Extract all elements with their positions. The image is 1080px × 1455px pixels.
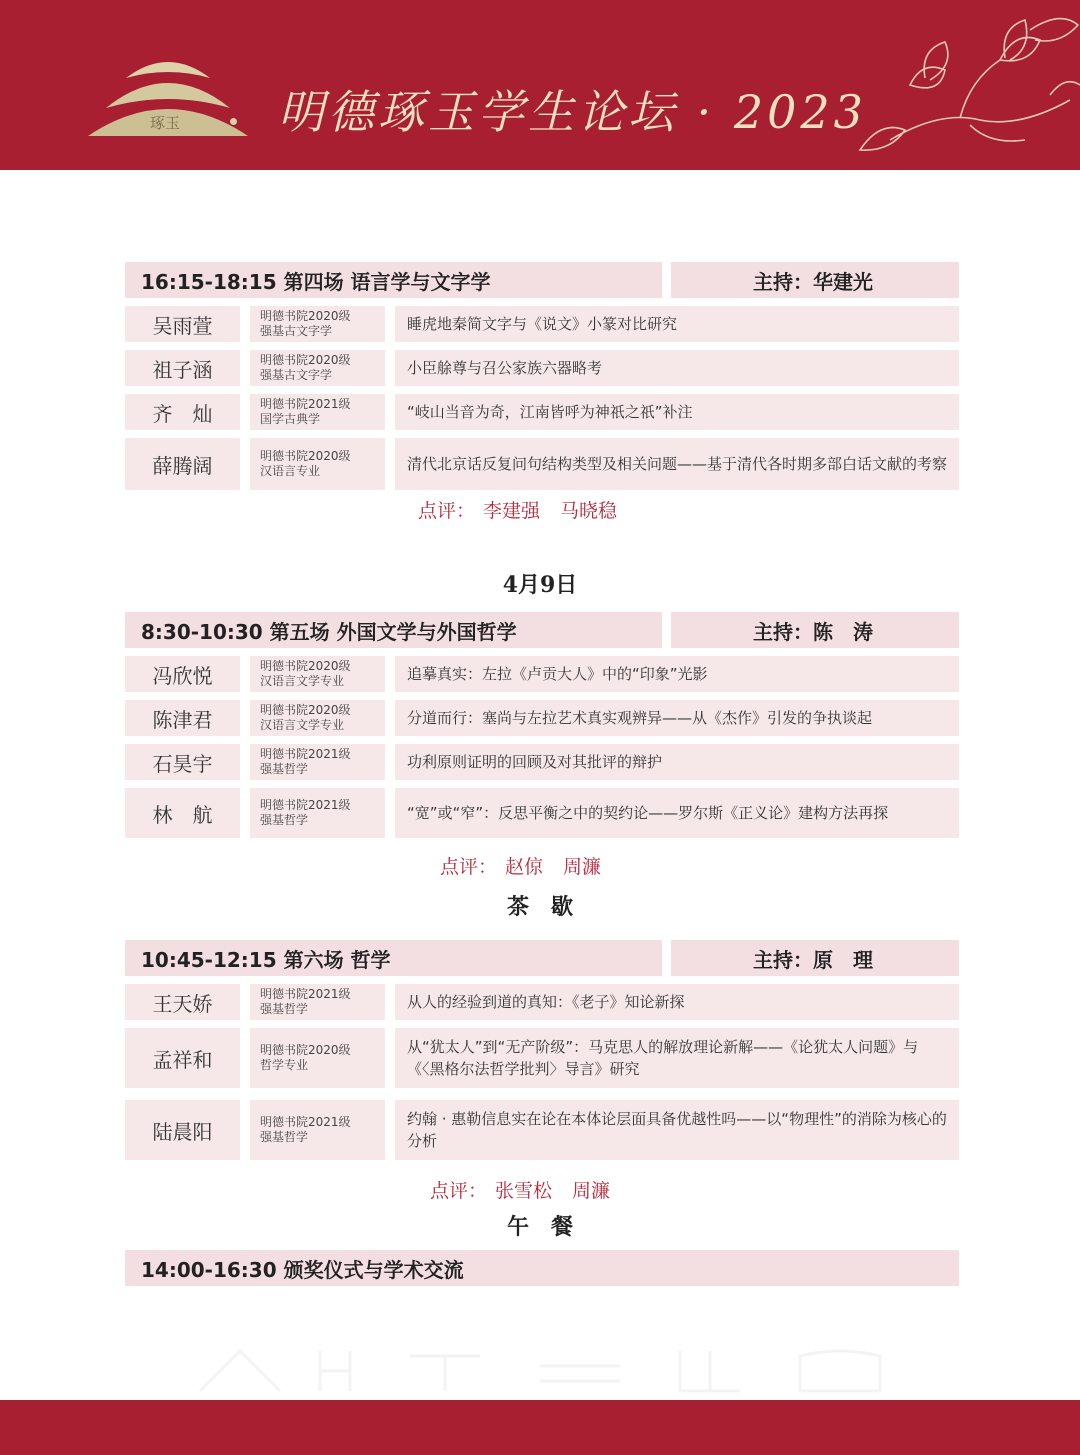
logo-text: 琢玉: [150, 114, 181, 132]
presenter-affiliation: 明德书院2021级 强基哲学: [250, 1100, 385, 1160]
reviewer-name: 周濂: [563, 856, 602, 878]
table-row: [125, 1100, 959, 1160]
paper-title: 分道而行：塞尚与左拉艺术真实观辨异——从《杰作》引发的争执谈起: [395, 700, 959, 736]
presenter-name: 林 航: [125, 788, 240, 838]
table-row: [125, 438, 959, 490]
reviewer-name: 赵倞: [505, 856, 544, 878]
presenter-name: 冯欣悦: [125, 656, 240, 692]
table-row: [125, 394, 959, 430]
break-label: 午 餐: [506, 1214, 573, 1240]
presenter-affiliation: 明德书院2021级 国学古典学: [250, 394, 385, 430]
presenter-name: 齐 灿: [125, 394, 240, 430]
presenter-name: 陆晨阳: [125, 1100, 240, 1160]
presenter-affiliation: 明德书院2021级 强基哲学: [250, 788, 385, 838]
footer-banner: [0, 1400, 1080, 1455]
session-header: [125, 1250, 959, 1286]
paper-title: 功利原则证明的回顾及对其批评的辩护: [395, 744, 959, 780]
presenter-name: 薛腾阔: [125, 438, 240, 490]
table-row: [125, 788, 959, 838]
reviewers: [440, 852, 609, 879]
session-host: 主持：原 理: [671, 940, 959, 976]
table-row: [125, 700, 959, 736]
paper-title: 从“犹太人”到“无产阶级”：马克思人的解放理论新解——《论犹太人问题》与《〈黑格尔法哲学批判〉导言》研究: [395, 1028, 959, 1088]
forum-logo: [88, 52, 248, 136]
magnolia-decoration-icon: [850, 0, 1080, 170]
presenter-affiliation: 明德书院2020级 汉语言文学专业: [250, 656, 385, 692]
presenter-name: 孟祥和: [125, 1028, 240, 1088]
table-row: [125, 984, 959, 1020]
reviewers-label: 点评：: [418, 500, 476, 522]
reviewer-name: 张雪松: [495, 1180, 553, 1202]
title-dot: [230, 118, 237, 125]
paper-title: 约翰 · 惠勒信息实在论在本体论层面具备优越性吗——以“物理性”的消除为核心的分析: [395, 1100, 959, 1160]
session-title: 16:15-18:15 第四场 语言学与文字学: [125, 262, 662, 298]
reviewer-name: 周濂: [572, 1180, 611, 1202]
paper-title: 睡虎地秦简文字与《说文》小篆对比研究: [395, 306, 959, 342]
presenter-affiliation: 明德书院2020级 强基古文字学: [250, 350, 385, 386]
header-banner: [0, 0, 1080, 170]
presenter-affiliation: 明德书院2020级 汉语言专业: [250, 438, 385, 490]
table-row: [125, 350, 959, 386]
paper-title: 小臣艅尊与召公家族六器略考: [395, 350, 959, 386]
presenter-affiliation: 明德书院2020级 强基古文字学: [250, 306, 385, 342]
session-host: 主持：华建光: [671, 262, 959, 298]
reviewers-label: 点评：: [440, 856, 498, 878]
paper-title: 清代北京话反复问句结构类型及相关问题——基于清代各时期多部白话文献的考察: [395, 438, 959, 490]
paper-title: 从人的经验到道的真知：《老子》知论新探: [395, 984, 959, 1020]
session-header: [125, 262, 959, 298]
session-title: 10:45-12:15 第六场 哲学: [125, 940, 662, 976]
presenter-name: 石昊宇: [125, 744, 240, 780]
reviewer-name: 李建强: [483, 500, 541, 522]
session-title: 14:00-16:30 颁奖仪式与学术交流: [125, 1250, 959, 1286]
reviewers: [418, 496, 625, 523]
watermark-decoration: [180, 1346, 900, 1396]
session-host: 主持：陈 涛: [671, 612, 959, 648]
presenter-affiliation: 明德书院2020级 哲学专业: [250, 1028, 385, 1088]
table-row: [125, 306, 959, 342]
day-label: 4月9日: [502, 572, 578, 598]
reviewer-name: 马晓稳: [560, 500, 618, 522]
presenter-name: 陈津君: [125, 700, 240, 736]
presenter-affiliation: 明德书院2021级 强基哲学: [250, 744, 385, 780]
session-header: [125, 940, 959, 976]
session-header: [125, 612, 959, 648]
table-row: [125, 744, 959, 780]
table-row: [125, 1028, 959, 1088]
paper-title: 追摹真实：左拉《卢贡大人》中的“印象”光影: [395, 656, 959, 692]
paper-title: “岐山当音为奇，江南皆呼为神祇之祇”补注: [395, 394, 959, 430]
reviewers-label: 点评：: [430, 1180, 488, 1202]
presenter-name: 王天娇: [125, 984, 240, 1020]
presenter-name: 祖子涵: [125, 350, 240, 386]
session-title: 8:30-10:30 第五场 外国文学与外国哲学: [125, 612, 662, 648]
presenter-name: 吴雨萱: [125, 306, 240, 342]
break-label: 茶 歇: [506, 894, 573, 920]
page-title: 明德琢玉学生论坛 · 2023: [278, 85, 867, 139]
table-row: [125, 656, 959, 692]
presenter-affiliation: 明德书院2021级 强基哲学: [250, 984, 385, 1020]
paper-title: “宽”或“窄”：反思平衡之中的契约论——罗尔斯《正义论》建构方法再探: [395, 788, 959, 838]
reviewers: [430, 1176, 618, 1203]
presenter-affiliation: 明德书院2020级 汉语言文学专业: [250, 700, 385, 736]
